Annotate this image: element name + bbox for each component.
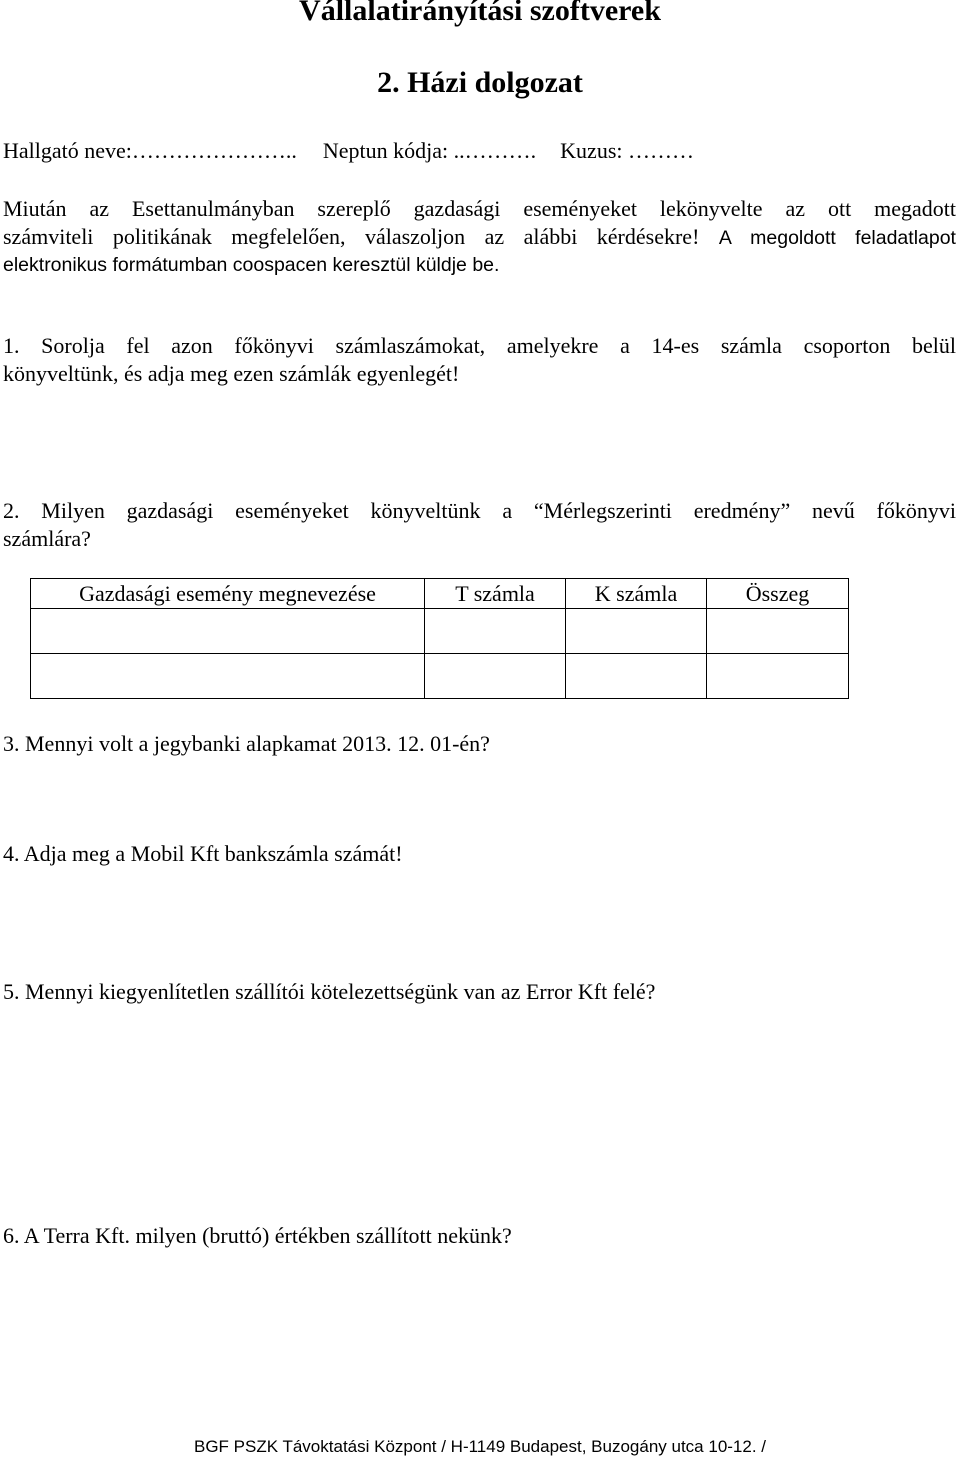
intro-line-2-text: számviteli politikának megfelelően, válaszoljon az alábbi kérdésekre! xyxy=(3,224,700,249)
table-cell[interactable] xyxy=(31,654,425,699)
question-5: 5. Mennyi kiegyenlítetlen szállítói kötelezettségünk van az Error Kft felé? xyxy=(3,979,656,1004)
document-title: Vállalatirányítási szoftverek xyxy=(299,0,661,27)
intro-line-1: Miután az Esettanulmányban szereplő gazdasági eseményeket lekönyvelte az ott megadott xyxy=(3,196,956,221)
column-header-amount: Összeg xyxy=(707,579,849,609)
table-cell[interactable] xyxy=(425,609,566,654)
question-3: 3. Mennyi volt a jegybanki alapkamat 2013. 12. 01-én? xyxy=(3,731,490,756)
student-info-line xyxy=(3,137,694,165)
question-2-line-1: 2. Milyen gazdasági eseményeket könyveltünk a “Mérlegszerinti eredmény” nevű főkönyvi xyxy=(3,498,956,523)
document-subtitle: 2. Házi dolgozat xyxy=(377,66,583,99)
course-field: Kuzus: ……… xyxy=(560,138,694,163)
question-6: 6. A Terra Kft. milyen (bruttó) értékben szállított nekünk? xyxy=(3,1223,512,1248)
table-cell[interactable] xyxy=(707,609,849,654)
table-row xyxy=(31,609,849,654)
page-footer: BGF PSZK Távoktatási Központ / H-1149 Budapest, Buzogány utca 10-12. / xyxy=(193,1437,767,1456)
question-4: 4. Adja meg a Mobil Kft bankszámla számát! xyxy=(3,841,403,866)
student-name-field: Hallgató neve:………………….. xyxy=(3,138,297,163)
table-cell[interactable] xyxy=(425,654,566,699)
column-header-event: Gazdasági esemény megnevezése xyxy=(31,579,425,609)
events-table xyxy=(30,578,849,699)
table-header-row xyxy=(31,579,849,609)
column-header-debit: T számla xyxy=(425,579,566,609)
neptun-code-field: Neptun kódja: ..………. xyxy=(322,138,537,163)
intro-line-2 xyxy=(3,223,956,252)
table-cell[interactable] xyxy=(566,654,707,699)
table-cell[interactable] xyxy=(707,654,849,699)
table-row xyxy=(31,654,849,699)
question-1-line-1: 1. Sorolja fel azon főkönyvi számlaszámokat, amelyekre a 14-es számla csoporton belül xyxy=(3,333,956,358)
question-2-line-2: számlára? xyxy=(3,526,91,551)
question-1-line-2: könyveltünk, és adja meg ezen számlák egyenlegét! xyxy=(3,361,460,386)
table-cell[interactable] xyxy=(31,609,425,654)
column-header-credit: K számla xyxy=(566,579,707,609)
intro-line-3: elektronikus formátumban coospacen keresztül küldje be. xyxy=(3,254,500,276)
intro-line-2-submit: A megoldott feladatlapot xyxy=(718,227,956,249)
table-cell[interactable] xyxy=(566,609,707,654)
